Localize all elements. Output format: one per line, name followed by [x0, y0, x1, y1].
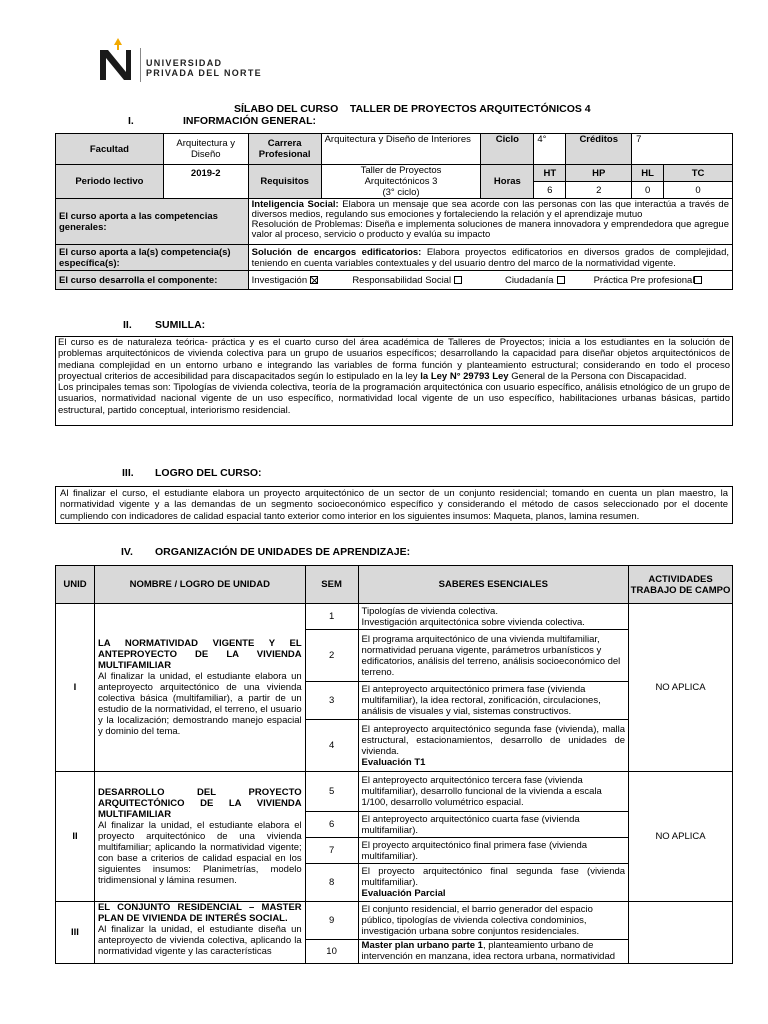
section-3-number: III. — [122, 467, 134, 479]
week-6: 6 — [305, 812, 358, 838]
hp-label: HP — [566, 165, 632, 182]
sumilla-p1c: General de la Persona con Discapacidad. — [508, 370, 687, 382]
sumilla-box — [55, 336, 733, 426]
unit-2-logro: Al finalizar la unidad, el estudiante elabora el proyecto arquitectónico de una vivienda multifamiliar; aplicando la normatividad vigente; con base a criterios de calidad espacial en los siguientes insumos: Planimetrías, modelo tridimensional y lámina resumen. — [97, 820, 302, 886]
competencia-especifica-label: El curso aporta a la(s) competencia(s) específica(s): — [56, 245, 249, 271]
checkbox-checked-icon[interactable] — [310, 276, 318, 284]
week-3: 3 — [305, 682, 358, 720]
unit-2-name: DESARROLLO DEL PROYECTO ARQUITECTÓNICO DE LA VIVIENDA MULTIFAMILIAR — [97, 787, 302, 820]
general-info-table — [55, 133, 733, 290]
week-8: 8 — [305, 864, 358, 902]
tc-label: TC — [664, 165, 733, 182]
checkbox-icon[interactable] — [454, 276, 462, 284]
competencias-generales-value — [248, 199, 732, 245]
unit-1-name-logro — [94, 604, 305, 772]
header-sem: SEM — [305, 566, 358, 604]
ciclo-value: 4° — [534, 134, 566, 165]
logo-text-line1: UNIVERSIDAD — [146, 58, 223, 68]
sumilla-p2: Los principales temas son: Tipologías de vivienda colectiva, teoría de la programación arquitectónica con usuario específico, análisis etnológico de un grupo de usuarios, normatividad nacional vigente de un uso específico, normatividad local vigente de un uso específico, habilitaciones urbanas básicas, partido estructural, partido conceptual, interiorismo residencial. — [58, 382, 730, 416]
week-7-saberes: El proyecto arquitectónico final primera fase (vivienda multifamiliar). — [358, 838, 629, 864]
carrera-label: Carrera Profesional — [248, 134, 321, 165]
week-4-eval: Evaluación T1 — [361, 756, 426, 768]
week-9-saberes: El conjunto residencial, el barrio generador del espacio público, tipologías de vivienda colectiva condominios, investigación urbana sobre conjuntos residenciales. — [358, 902, 629, 940]
unit-3-name-logro — [94, 902, 305, 964]
sumilla-p1a: El curso es de naturaleza teórica- práctica y es el cuarto curso del área académica de Talleres de Proyectos; inicia a los estudiantes en la solución de problemas arquitectónicos de vivienda colectiva para un grupo de usuarios específicos; desarrollando la capacidad para diseñar objetos arquitectónicos de mediana complejidad en un entorno urbano e integrando las variables de forma función y planteamiento estructural; considerando en todo el proceso proyectual criterios de accesibilidad para discapacitados según lo estipulado en la ley — [58, 337, 730, 382]
periodo-value: 2019-2 — [163, 165, 248, 199]
requisitos-ciclo: (3° ciclo) — [382, 187, 420, 198]
week-7: 7 — [305, 838, 358, 864]
carrera-value: Arquitectura y Diseño de Interiores — [321, 134, 481, 165]
week-10-saberes — [358, 940, 629, 964]
week-5: 5 — [305, 772, 358, 812]
logro-box: Al finalizar el curso, el estudiante elabora un proyecto arquitectónico de un sector de un conjunto residencial; tomando en cuenta un plan maestro, la normatividad vigente y a las demandas de un segmento socioeconómico específico y considerando el método de casos seleccionado por el docente cumpliendo con indicadores de calidad espacial tanto exterior como interior en los siguientes insumos: Maqueta, planos, lamina resumen. — [55, 486, 733, 524]
unit-2-actividades: NO APLICA — [629, 772, 733, 902]
unit-3-actividades — [629, 902, 733, 964]
week-4: 4 — [305, 720, 358, 772]
logo-text-line2: PRIVADA DEL NORTE — [146, 68, 262, 78]
week-3-saberes: El anteproyecto arquitectónico primera fase (vivienda multifamiliar), la idea rectoral, zonificación, circulaciones, análisis de visuales y vial, sistemas constructivos. — [358, 682, 629, 720]
horas-label: Horas — [481, 165, 534, 199]
header-saberes: SABERES ESENCIALES — [358, 566, 629, 604]
unit-2-id: II — [56, 772, 95, 902]
week-5-saberes: El anteproyecto arquitectónico tercera fase (vivienda multifamiliar), desarrollo funcional de la vivienda a escala 1/100, desarrollo volumétrico espacial. — [358, 772, 629, 812]
tc-value: 0 — [664, 182, 733, 199]
week-10-text: , planteamiento urbano de intervención en manzana, idea rectora urbana, normatividad — [361, 940, 616, 962]
comp-esp-text: Elabora proyectos edificatorios en diversos grados de complejidad, teniendo en cuenta variables contextuales y del usuario dentro del marco de la normatividad vigente. — [251, 246, 729, 269]
option-investigacion: Investigación — [252, 275, 350, 286]
comp-gen-2-text: Resolución de Problemas: Diseña e implementa soluciones de manera innovadora y emprendedora que agregue valor al proceso, servicio o producto y evalúa su impacto — [251, 219, 729, 240]
section-1-number: I. — [128, 115, 134, 127]
ht-label: HT — [534, 165, 566, 182]
option-practica: Práctica Pre profesional — [594, 275, 703, 286]
week-8-eval: Evaluación Parcial — [361, 888, 446, 899]
requisitos-value — [321, 165, 481, 199]
unit-1-actividades: NO APLICA — [629, 604, 733, 772]
section-3-title: LOGRO DEL CURSO: — [155, 467, 262, 479]
week-1: 1 — [305, 604, 358, 630]
section-4-number: IV. — [121, 546, 133, 558]
checkbox-icon[interactable] — [694, 276, 702, 284]
creditos-value: 7 — [632, 134, 733, 165]
logo-divider — [140, 48, 141, 82]
unit-1-name: LA NORMATIVIDAD VIGENTE Y EL ANTEPROYECTO DE LA VIVIENDA MULTIFAMILIAR — [97, 638, 302, 671]
university-logo — [98, 36, 298, 86]
comp-gen-1-text: Elabora un mensaje que sea acorde con las personas con las que interactúa a través de diversos medios, regulando sus emociones y fortaleciendo la relación y el aprendizaje mutuo — [251, 199, 729, 220]
week-4-saberes — [358, 720, 629, 772]
comp-esp-title: Solución de encargos edificatorios: — [251, 246, 422, 258]
requisitos-course: Taller de Proyectos Arquitectónicos 3 — [360, 165, 442, 187]
checkbox-icon[interactable] — [557, 276, 565, 284]
week-2-saberes: El programa arquitectónico de una vivienda multifamiliar, normatividad peruana vigente, parámetros urbanísticos y edificatorios, análisis del terreno, análisis socioeconómico del terreno. — [358, 630, 629, 682]
week-10-bold: Master plan urbano parte 1 — [361, 940, 483, 951]
creditos-label: Créditos — [566, 134, 632, 165]
unit-3-id: III — [56, 902, 95, 964]
header-nombre: NOMBRE / LOGRO DE UNIDAD — [94, 566, 305, 604]
logo-n-icon — [98, 36, 138, 82]
ciclo-label: Ciclo — [481, 134, 534, 165]
componente-label: El curso desarrolla el componente: — [56, 271, 249, 290]
facultad-label: Facultad — [56, 134, 164, 165]
header-unid: UNID — [56, 566, 95, 604]
sumilla-p1b: la Ley N° 29793 Ley — [420, 370, 509, 382]
header-actividades: ACTIVIDADES TRABAJO DE CAMPO — [629, 566, 733, 604]
unit-1-id: I — [56, 604, 95, 772]
requisitos-label: Requisitos — [248, 165, 321, 199]
week-1-saberes: Tipologías de vivienda colectiva. Investigación arquitectónica sobre vivienda colectiva. — [358, 604, 629, 630]
option-ciudadania: Ciudadanía — [505, 275, 591, 286]
unit-3-name: EL CONJUNTO RESIDENCIAL – MASTER PLAN DE VIVIENDA DE INTERÉS SOCIAL. — [97, 902, 302, 924]
week-10: 10 — [305, 940, 358, 964]
week-8-text: El proyecto arquitectónico final segunda fase (vivienda multifamiliar). — [361, 866, 626, 888]
componente-options — [248, 271, 732, 290]
competencia-especifica-value — [248, 245, 732, 271]
facultad-value: Arquitectura y Diseño — [163, 134, 248, 165]
unit-1-logro: Al finalizar la unidad, el estudiante elabora un anteproyecto arquitectónico de una vivienda colectiva básica (multifamiliar), a partir de un estudio de la normatividad, el terreno, el usuario y la localización; demostrando manejo espacial y dominio del tema. — [97, 671, 302, 737]
hp-value: 2 — [566, 182, 632, 199]
hl-label: HL — [632, 165, 664, 182]
document-title: SÍLABO DEL CURSO TALLER DE PROYECTOS ARQUITECTÓNICOS 4 — [234, 103, 591, 115]
hl-value: 0 — [632, 182, 664, 199]
unit-2-name-logro — [94, 772, 305, 902]
week-4-text: El anteproyecto arquitectónico segunda fase (vivienda), malla estructural, estacionamientos, desarrollo de unidades de vivienda. — [361, 723, 626, 757]
section-2-title: SUMILLA: — [155, 319, 206, 331]
unit-3-logro: Al finalizar la unidad, el estudiante diseña un anteproyecto de vivienda colectiva, aplicando la normatividad vigente y las características — [97, 924, 302, 957]
section-4-title: ORGANIZACIÓN DE UNIDADES DE APRENDIZAJE: — [155, 546, 411, 558]
periodo-label: Periodo lectivo — [56, 165, 164, 199]
week-9: 9 — [305, 902, 358, 940]
units-table — [55, 565, 733, 964]
competencias-generales-label: El curso aporta a las competencias generales: — [56, 199, 249, 245]
section-2-number: II. — [123, 319, 132, 331]
comp-gen-1-title: Inteligencia Social: — [251, 199, 339, 210]
option-responsabilidad-social: Responsabilidad Social — [352, 275, 502, 286]
week-8-saberes — [358, 864, 629, 902]
ht-value: 6 — [534, 182, 566, 199]
week-6-saberes: El anteproyecto arquitectónico cuarta fase (vivienda multifamiliar). — [358, 812, 629, 838]
section-1-title: INFORMACIÓN GENERAL: — [183, 115, 316, 127]
week-2: 2 — [305, 630, 358, 682]
